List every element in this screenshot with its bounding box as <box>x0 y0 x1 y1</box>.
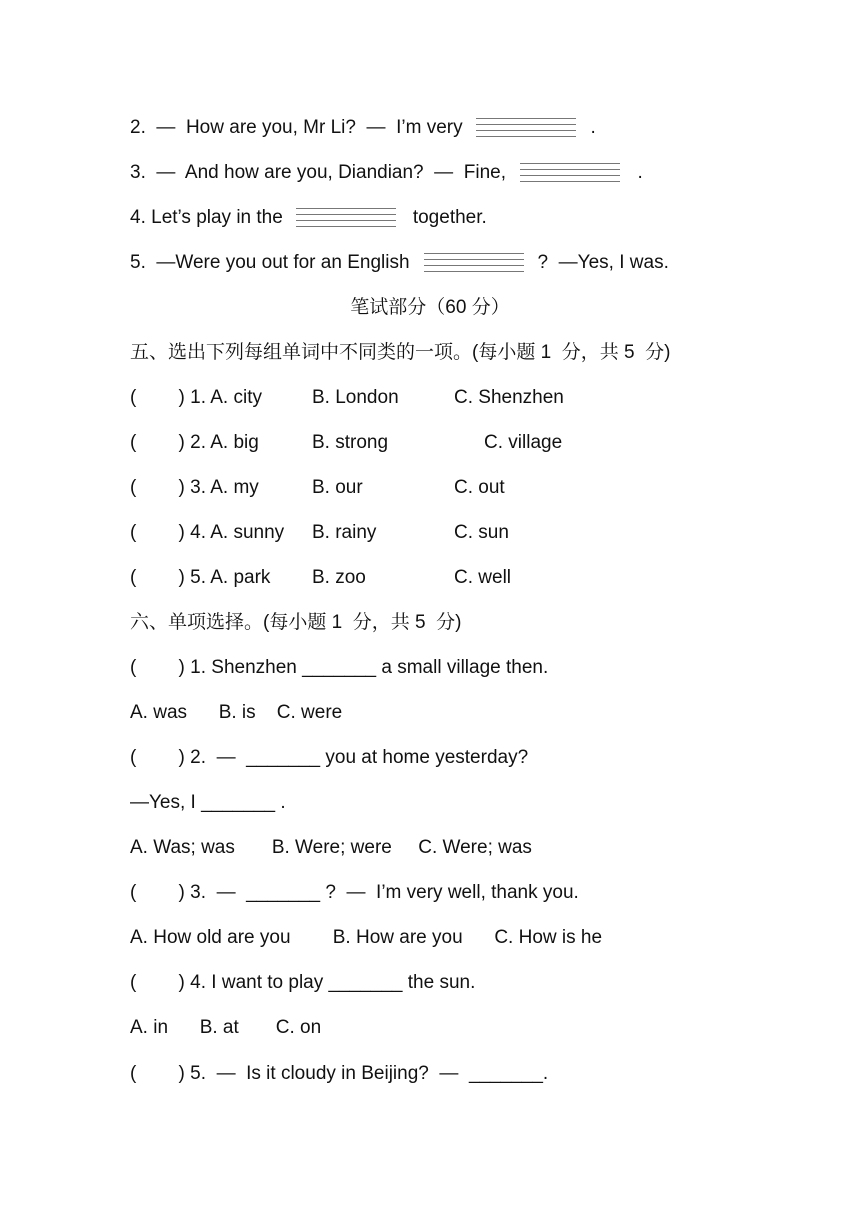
question-stem: ( ) 5. A. park <box>130 567 271 588</box>
question-stem: ( ) 2. A. big <box>130 432 259 453</box>
listening-item-tail: . <box>627 162 643 183</box>
listening-item-text: 5. —Were you out for an English <box>130 252 410 273</box>
part6-question-1: ( ) 1. Shenzhen _______ a small village then. <box>130 657 549 678</box>
part6-options-1: A. was B. is C. were <box>130 702 343 723</box>
option-b: B. our <box>312 477 363 498</box>
written-section-title: 笔试部分（60 分） <box>350 297 510 318</box>
part6-question-5: ( ) 5. — Is it cloudy in Beijing? — _______. <box>130 1063 549 1084</box>
question-stem: ( ) 4. A. sunny <box>130 522 285 543</box>
part6-options-3: A. How old are you B. How are you C. How is he <box>130 927 603 948</box>
listening-item-tail: . <box>580 117 596 138</box>
listening-item-tail: together. <box>397 207 487 228</box>
option-c: C. Shenzhen <box>454 387 564 408</box>
part6-question-2: ( ) 2. — _______ you at home yesterday? <box>130 747 529 768</box>
question-stem: ( ) 1. A. city <box>130 387 262 408</box>
option-c: C. out <box>454 477 505 498</box>
part6-heading: 六、单项选择。(每小题 1 分，共 5 分) <box>130 612 462 633</box>
answer-blank[interactable] <box>424 251 524 275</box>
part6-question-2-reply: —Yes, I _______ . <box>130 792 286 813</box>
listening-item-text: 3. — And how are you, Diandian? — Fine, <box>130 162 506 183</box>
answer-blank[interactable] <box>520 161 620 185</box>
answer-blank[interactable] <box>476 116 576 140</box>
option-b: B. rainy <box>312 522 377 543</box>
listening-item-tail: ? —Yes, I was. <box>527 252 669 273</box>
question-stem: ( ) 3. A. my <box>130 477 259 498</box>
option-c: C. well <box>454 567 512 588</box>
option-c: C. village <box>484 432 563 453</box>
part6-question-4: ( ) 4. I want to play _______ the sun. <box>130 972 476 993</box>
listening-item-text: 2. — How are you, Mr Li? — I’m very <box>130 117 463 138</box>
part5-heading: 五、选出下列每组单词中不同类的一项。(每小题 1 分，共 5 分) <box>130 342 671 363</box>
answer-blank[interactable] <box>296 206 396 230</box>
part6-question-3: ( ) 3. — _______ ? — I’m very well, thank you. <box>130 882 579 903</box>
part6-options-2: A. Was; was B. Were; were C. Were; was <box>130 837 532 858</box>
listening-item-text: 4. Let’s play in the <box>130 207 283 228</box>
option-c: C. sun <box>454 522 509 543</box>
option-b: B. strong <box>312 432 389 453</box>
option-b: B. zoo <box>312 567 366 588</box>
part6-options-4: A. in B. at C. on <box>130 1017 322 1038</box>
option-b: B. London <box>312 387 399 408</box>
